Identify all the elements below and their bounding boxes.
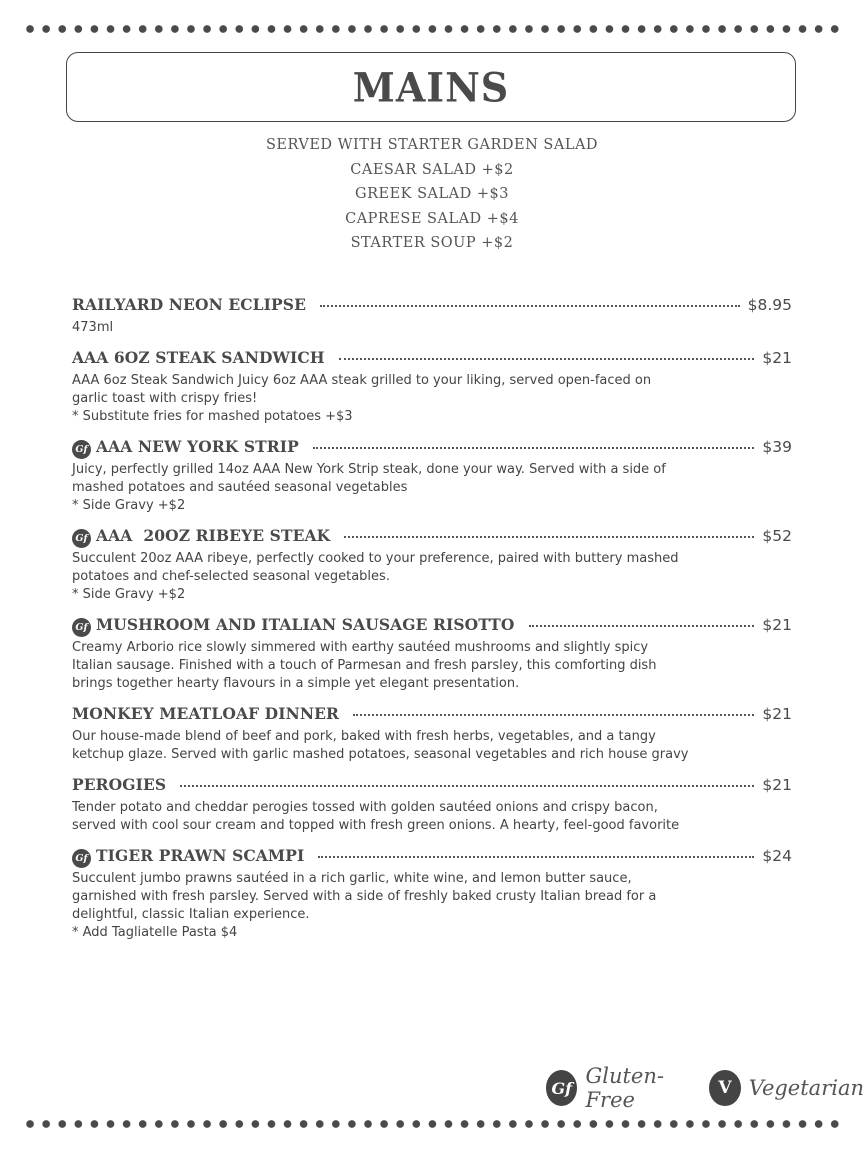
item-name: AAA NEW YORK STRIP <box>96 437 299 456</box>
gluten-free-icon: Gf <box>546 1070 577 1106</box>
item-price: $39 <box>762 438 792 456</box>
served-with-note <box>0 133 864 256</box>
menu-item <box>72 846 792 942</box>
gluten-free-icon: Gf <box>72 618 91 637</box>
item-description: Our house-made blend of beef and pork, baked with fresh herbs, vegetables, and a tangy ketchup glaze. Served with garlic mashed potatoes, seasonal vegetables and rich house gravy <box>72 729 689 762</box>
menu-item <box>72 615 792 693</box>
item-description: 473ml <box>72 320 114 335</box>
item-name: MUSHROOM AND ITALIAN SAUSAGE RISOTTO <box>96 615 515 634</box>
menu-item <box>72 526 792 604</box>
item-price: $8.95 <box>747 296 792 314</box>
top-dot-border <box>22 24 844 34</box>
item-description: Juicy, perfectly grilled 14oz AAA New York Strip steak, done your way. Served with a side of mashed potatoes and sautéed seasonal vegetables * Side Gravy +$2 <box>72 462 666 513</box>
dot-leader <box>353 713 754 716</box>
item-price: $52 <box>762 527 792 545</box>
item-name: AAA 6OZ STEAK SANDWICH <box>72 348 325 367</box>
menu-item <box>72 704 792 764</box>
item-name: RAILYARD NEON ECLIPSE <box>72 295 306 314</box>
dot-leader <box>318 855 754 858</box>
subtitle-line: GREEK SALAD +$3 <box>355 186 509 202</box>
dot-leader <box>313 446 755 449</box>
item-description: Succulent jumbo prawns sautéed in a rich garlic, white wine, and lemon butter sauce, garnished with fresh parsley. Served with a side of freshly baked crusty Italian bread for a delightful, classic Italian experience. * Add Tagliatelle Pasta $4 <box>72 871 657 940</box>
dot-leader <box>529 624 755 627</box>
gluten-free-icon: Gf <box>72 440 91 459</box>
dietary-legend <box>546 1064 864 1112</box>
item-price: $21 <box>762 776 792 794</box>
item-description: Tender potato and cheddar perogies tossed with golden sautéed onions and crispy bacon, served with cool sour cream and topped with fresh green onions. A hearty, feel-good favorite <box>72 800 680 833</box>
item-description: AAA 6oz Steak Sandwich Juicy 6oz AAA steak grilled to your liking, served open-faced on garlic toast with crispy fries! * Substitute fries for mashed potatoes +$3 <box>72 373 652 424</box>
item-name: TIGER PRAWN SCAMPI <box>96 846 305 865</box>
dot-leader <box>180 784 754 787</box>
item-name: PEROGIES <box>72 775 167 794</box>
item-description: Creamy Arborio rice slowly simmered with earthy sautéed mushrooms and slightly spicy Italian sausage. Finished with a touch of Parmesan and fresh parsley, this comforting dish brings together hearty flavours in a simple yet elegant presentation. <box>72 640 657 691</box>
vegetarian-label: Vegetarian <box>748 1076 864 1100</box>
subtitle-line: CAESAR SALAD +$2 <box>350 161 514 178</box>
item-price: $21 <box>762 616 792 634</box>
menu-item <box>72 295 792 337</box>
item-price: $21 <box>762 705 792 723</box>
item-price: $21 <box>762 349 792 367</box>
subtitle-line: SERVED WITH STARTER GARDEN SALAD <box>265 137 599 153</box>
dot-leader <box>339 357 755 360</box>
gluten-free-label: Gluten-Free <box>585 1064 664 1112</box>
gluten-free-icon: Gf <box>72 529 91 548</box>
menu-item <box>72 437 792 515</box>
item-name: MONKEY MEATLOAF DINNER <box>72 704 340 723</box>
bottom-dot-border <box>22 1119 844 1129</box>
vegetarian-icon: V <box>709 1070 740 1106</box>
menu-item <box>72 348 792 426</box>
subtitle-line: STARTER SOUP +$2 <box>350 235 514 251</box>
subtitle-line: CAPRESE SALAD +$4 <box>345 210 519 227</box>
dot-leader <box>344 535 754 538</box>
page-title: MAINS <box>352 63 510 111</box>
title-box <box>66 52 796 122</box>
menu-item <box>72 775 792 835</box>
gluten-free-icon: Gf <box>72 849 91 868</box>
item-price: $24 <box>762 847 792 865</box>
dot-leader <box>320 304 740 307</box>
item-name: AAA 20OZ RIBEYE STEAK <box>96 526 331 545</box>
item-description: Succulent 20oz AAA ribeye, perfectly cooked to your preference, paired with buttery mashed potatoes and chef-selected seasonal vegetables. * Side Gravy +$2 <box>72 551 679 602</box>
